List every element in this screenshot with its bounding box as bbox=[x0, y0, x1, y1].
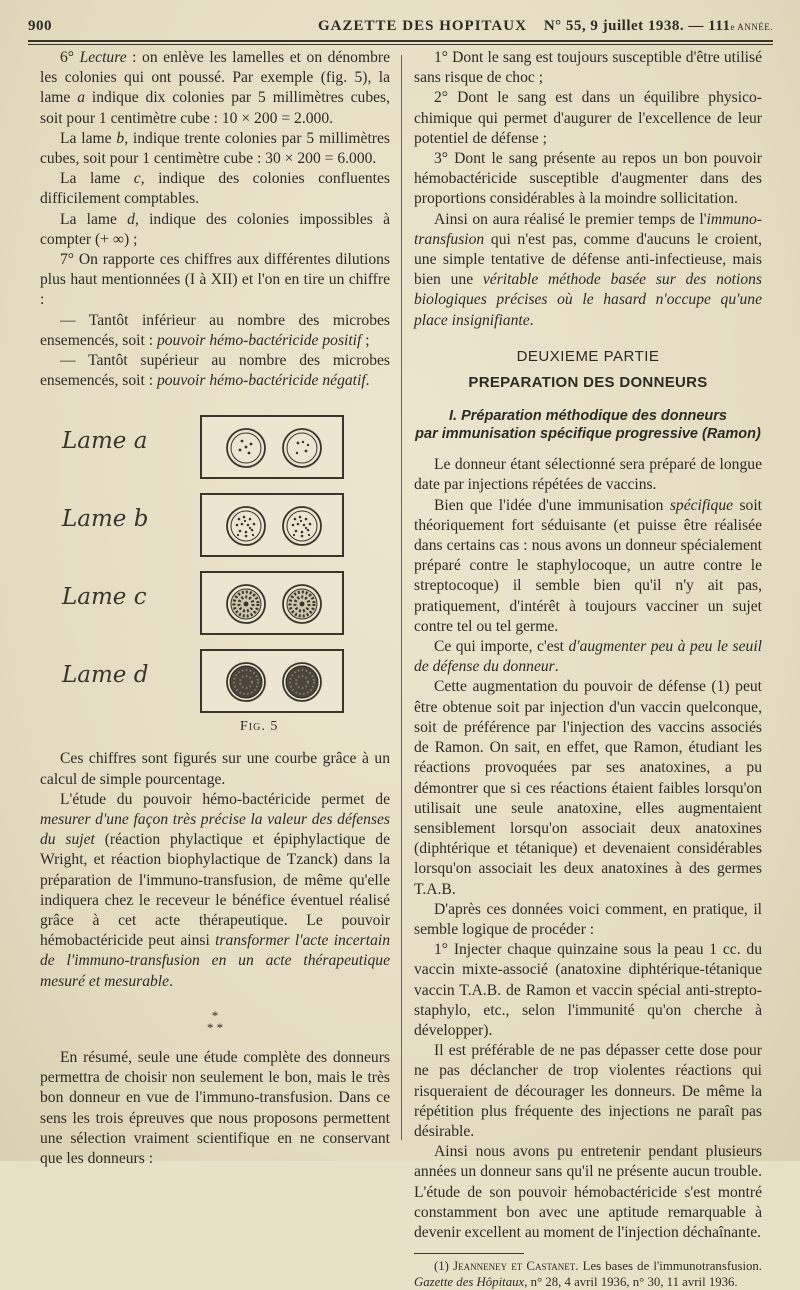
figure-label-c: Lame c bbox=[62, 584, 147, 611]
figure-label-b: Lame b bbox=[62, 506, 149, 533]
paragraph-injecter: 1° Injecter chaque quinzaine sous la peau 1 cc. du vaccin mixte-associé (anatoxine diphtérique-tétanique vaccin T.A.B. de Ramon et vaccin spécial anti-strepto-staphylo, etc., selon l'immunité qu'on cherche à développer). bbox=[414, 941, 762, 1039]
figure-label-a: Lame a bbox=[62, 428, 148, 455]
star-bottom: * * bbox=[206, 1019, 224, 1035]
part-title: DEUXIEME PARTIE bbox=[516, 347, 660, 365]
star-top: * bbox=[211, 1007, 219, 1023]
paragraph-point-3: 3° Dont le sang présente au repos un bon pouvoir hémobactéricide susceptible d'augmenter dans des proportions considérables à la moindre sollicitation. bbox=[414, 150, 762, 208]
slide-b-drawing bbox=[202, 495, 342, 555]
part-subtitle: PREPARATION DES DONNEURS bbox=[468, 374, 708, 392]
column-divider bbox=[401, 55, 402, 1140]
paragraph-donnees: D'après ces données voici comment, en pratique, il semble logique de procéder : bbox=[414, 900, 762, 938]
slide-b bbox=[200, 493, 344, 557]
figure-row-d bbox=[40, 649, 390, 711]
section-separator-stars bbox=[40, 1007, 390, 1035]
running-header bbox=[28, 14, 773, 40]
paragraph-ainsi: Ainsi on aura réalisé le premier temps de l'immuno-transfusion qui n'est pas, comme d'aucuns le croient, une simple tentative de défense anti-infectieuse, mais bien une véritable méthode basée sur des notions biologiques précises où le hasard n'occupe qu'une place insignifiante. bbox=[414, 210, 762, 329]
figure-5 bbox=[40, 415, 390, 735]
paragraph-augmentation: Cette augmentation du pouvoir de défense (1) peut être obtenue soit par injection d'un vaccin quelconque, soit de préférence par l'injection des vaccins associés de Ramon. On sait, en effet, que Ramon, étudiant les réactions provoquées par ses anatoxines, a pu démontrer que si ces réactions étaient faibles lorsqu'on utilisait une seule anatoxine, elles augmentaient sensiblement lorsqu'on associait deux anatoxines (diphtérique et tétanique) et devenaient considérables lorsqu'on associait les deux anatoxines à des germes T.A.B. bbox=[414, 678, 762, 898]
paragraph-lame-b: La lame b, indique trente colonies par 5 millimètres cubes, soit pour 1 centimètre cube : 30 × 200 = 6.000. bbox=[40, 129, 390, 168]
paragraph-lame-c: La lame c, indique des colonies confluentes difficilement comptables. bbox=[40, 170, 390, 208]
paragraph-entretenir: Ainsi nous avons pu entretenir pendant plusieurs années un donneur sans qu'il ne présente aucun trouble. L'étude de son pouvoir hémobactéricide s'est montré constamment bon avec une aptitude remarquable à devenir excellent au moment de l'injection déchaînante. bbox=[414, 1143, 762, 1241]
figure-row-c bbox=[40, 571, 390, 633]
figure-caption: Fig. 5 bbox=[240, 719, 279, 735]
section-title-line-2: par immunisation spécifique progressive (Ramon) bbox=[415, 426, 761, 443]
footnote-rule bbox=[414, 1253, 524, 1254]
paragraph-immunisation: Bien que l'idée d'une immunisation spécifique soit théoriquement fort séduisante (et puisse être réalisée dans certains cas : nous avons un donneur spécialement préparé contre le staphylocoque, un autre contre le streptocoque) il semble bien qu'il n'y ait pas, pratiquement, d'intérêt à toujours vacciner un sujet contre tel ou tel germe. bbox=[414, 496, 762, 635]
journal-title: GAZETTE DES HOPITAUX bbox=[318, 18, 527, 34]
paragraph-point-2: 2° Dont le sang est dans un équilibre physico-chimique qui permet d'augurer de l'excellence de leur potentiel de défense ; bbox=[414, 89, 762, 147]
paragraph-step-7: 7° On rapporte ces chiffres aux différentes dilutions plus haut mentionnées (I à XII) et l'on en tire un chiffre : bbox=[40, 251, 390, 309]
slide-d bbox=[200, 649, 344, 713]
paragraph-courbe: Ces chiffres sont figurés sur une courbe grâce à un calcul de simple pourcentage. bbox=[40, 750, 390, 788]
header-rule bbox=[28, 40, 773, 42]
paragraph-resume: En résumé, seule une étude complète des donneurs permettra de choisir non seulement le bon, mais le très bon donneur en vue de l'immuno-transfusion. Dans ce sens les trois épreuves que nous proposons permettent une sélection vraiment scientifique en ne conservant que les donneurs : bbox=[40, 1048, 390, 1167]
right-column bbox=[414, 48, 762, 1290]
figure-row-b bbox=[40, 493, 390, 555]
issue-info bbox=[544, 18, 773, 35]
paragraph-lame-d: La lame d, indique des colonies impossibles à compter (+ ∞) ; bbox=[40, 210, 390, 248]
page-number: 900 bbox=[28, 18, 52, 34]
paragraph-donneur: Le donneur étant sélectionné sera préparé de longue date par injections répétées de vaccins. bbox=[414, 456, 762, 494]
paragraph-lecture: 6° Lecture : on enlève les lamelles et on dénombre les colonies qui ont poussé. Par exemple (fig. 5), la lame a indique dix colonies par 5 millimètres cubes, soit pour 1 centimètre cube : 10 × 200 = 2.000. bbox=[40, 49, 391, 127]
footnote: (1) Jeanneney et Castanet. Les bases de l'immunotransfusion. Gazette des Hôpitaux, n° 28, 4 avril 1936, n° 30, 11 avril 1936. bbox=[414, 1259, 763, 1290]
section-title-line-1: I. Préparation méthodique des donneurs bbox=[449, 408, 727, 425]
slide-c-drawing bbox=[202, 573, 342, 633]
figure-row-a bbox=[40, 415, 390, 477]
issue-text: N° 55, 9 juillet 1938. — 111 bbox=[543, 18, 731, 34]
paragraph-point-1: 1° Dont le sang est toujours susceptible d'être utilisé sans risque de choc ; bbox=[414, 49, 762, 87]
slide-a bbox=[200, 415, 344, 479]
paragraph-negative: — Tantôt supérieur au nombre des microbes ensemencés, soit : pouvoir hémo-bactéricide négatif. bbox=[40, 352, 390, 390]
section-title bbox=[414, 407, 762, 443]
slide-d-drawing bbox=[202, 651, 342, 711]
slide-c bbox=[200, 571, 344, 635]
left-column bbox=[40, 48, 390, 1169]
paragraph-importe: Ce qui importe, c'est d'augmenter peu à peu le seuil de défense du donneur. bbox=[414, 638, 762, 676]
paragraph-dose: Il est préférable de ne pas dépasser cette dose pour ne pas déclancher de trop violentes réactions qui risqueraient de décourager les donneurs. De même la répétition plus fréquente des injections ne paraît pas désirable. bbox=[414, 1042, 762, 1140]
paragraph-etude: L'étude du pouvoir hémo-bactéricide permet de mesurer d'une façon très précise la valeur des défenses du sujet (réaction phylactique et épiphylactique de Wright, et réaction biophylactique de Tzanck) dans la préparation de l'immuno-transfusion, de même qu'elle indiquera chez le receveur le bénéfice éventuel réalisé grâce à cet acte thérapeutique. Le pouvoir hémobactéricide peut ainsi transformer l'acte incertain de l'immuno-transfusion en un acte thérapeutique mesuré et mesurable. bbox=[40, 790, 390, 990]
slide-a-drawing bbox=[202, 417, 342, 477]
figure-label-d: Lame d bbox=[62, 662, 149, 689]
issue-suffix: e ANNÉE. bbox=[730, 22, 773, 32]
header-rule-thin bbox=[28, 44, 773, 45]
paragraph-positive: — Tantôt inférieur au nombre des microbes ensemencés, soit : pouvoir hémo-bactéricide positif ; bbox=[40, 311, 390, 349]
